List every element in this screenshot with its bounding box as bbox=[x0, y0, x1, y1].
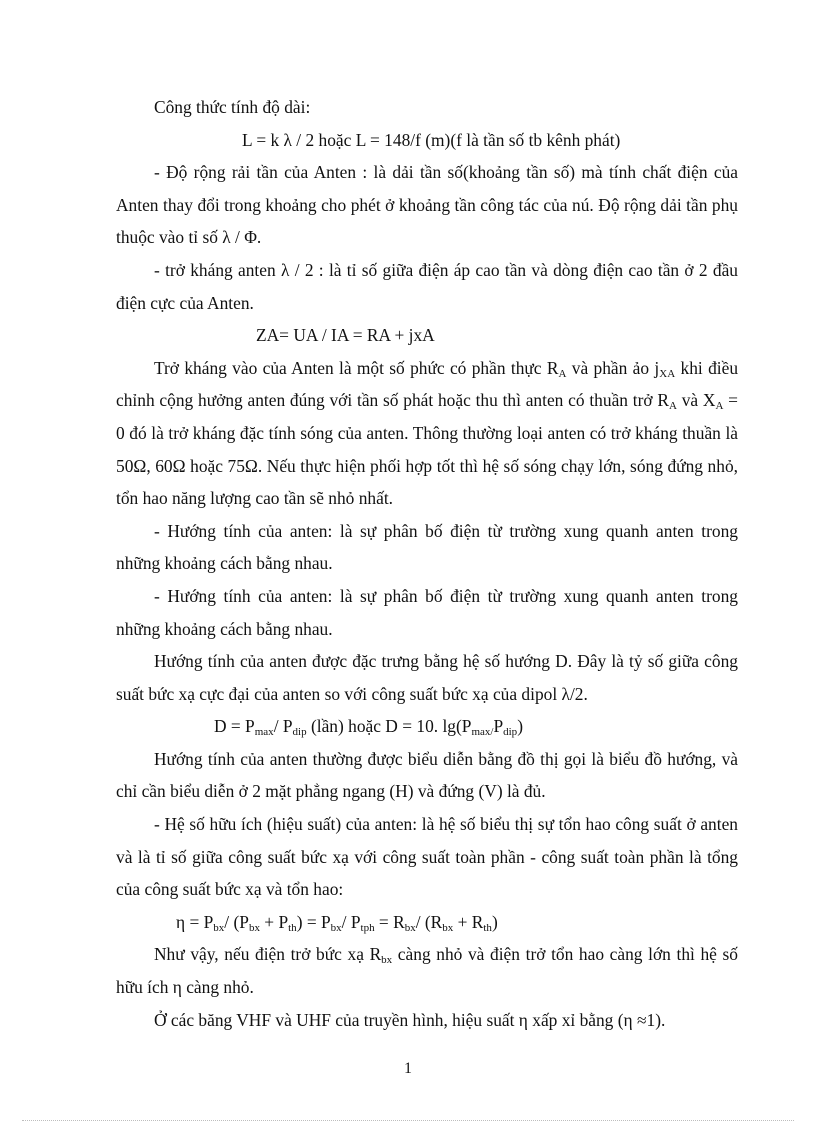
paragraph-efficiency-conclusion: Như vậy, nếu điện trở bức xạ $R_{bx}$ càng nhỏ và điện trở tổn hao càng lớn thì hệ số hữu ích η càng nhỏ. bbox=[116, 944, 738, 998]
paragraph-directivity-2: - Hướng tính của anten: là sự phân bố điện từ trường xung quanh anten trong những khoảng cách bằng nhau. bbox=[116, 585, 738, 639]
paragraph-radiation-pattern: Hướng tính của anten thường được biểu diễn bằng đồ thị gọi là biểu đồ hướng, và chỉ cần biểu diễn ở 2 mặt phẳng ngang (H) và đứng (V) là đủ. bbox=[116, 748, 738, 802]
formula-length: L = k λ / 2 hoặc L = 148/f (m)(f là tần số tb kênh phát) bbox=[242, 129, 621, 150]
page-number: 1 bbox=[404, 1060, 412, 1077]
paragraph-impedance: - trở kháng anten λ / 2 : là tỉ số giữa điện áp cao tần và dòng điện cao tần ở 2 đầu điện cực của Anten. bbox=[116, 259, 738, 313]
footer-divider bbox=[22, 1120, 794, 1121]
paragraph-efficiency: - Hệ số hữu ích (hiệu suất) của anten: là hệ số biểu thị sự tổn hao công suất ở anten và là tỉ số giữa công suất bức xạ với công suất toàn phần - công suất toàn phần là tổng của công suất bức xạ và tổn hao: bbox=[116, 814, 738, 900]
page-content bbox=[116, 91, 738, 1036]
paragraph-directivity-1: - Hướng tính của anten: là sự phân bố điện từ trường xung quanh anten trong những khoảng cách bằng nhau. bbox=[116, 520, 738, 574]
formula-directivity: $D = P_{max}/$ $P_{dip}$ (lần) hoặc D = 10. $\lg(P_{max/}P_{dip})$ bbox=[214, 716, 523, 739]
paragraph-input-impedance: Trở kháng vào của Anten là một số phức có phần thực $R_A$ và phần ảo $j_{XA}$ khi điều chỉnh cộng hưởng anten đúng với tần số phát hoặc thu thì anten có thuần trở $R_A$ và $X_A = 0$ đó là trở kháng đặc tính sóng của anten. Thông thường loại anten có trở kháng thuần là 50Ω, 60Ω hoặc 75Ω. Nếu thực hiện phối hợp tốt thì hệ số sóng chạy lớn, sóng đứng nhỏ, tổn hao năng lượng cao tần sẽ nhỏ nhất. bbox=[116, 357, 739, 509]
paragraph-length-formula-intro: Công thức tính độ dài: bbox=[154, 97, 311, 117]
formula-impedance: ZA= UA / IA = RA + jxA bbox=[256, 325, 435, 346]
formula-efficiency: $\eta = P_{bx}/$ $(P_{bx} + P_{th}) = P_{bx}/$ $P_{tph} = R_{bx}/$ $(R_{bx} + R_{th})$ bbox=[176, 911, 498, 934]
paragraph-vhf-uhf: Ở các băng VHF và UHF của truyền hình, hiệu suất η xấp xỉ bằng (η ≈1). bbox=[154, 1009, 666, 1030]
paragraph-bandwidth: - Độ rộng rải tần của Anten : là dải tần số(khoảng tần số) mà tính chất điện của Anten thay đổi trong khoảng cho phét ở khoảng tần công tác của nú. Độ rộng dải tần phụ thuộc vào tỉ số λ / Φ. bbox=[116, 162, 738, 248]
paragraph-directivity-coefficient: Hướng tính của anten được đặc trưng bằng hệ số hướng D. Đây là tỷ số giữa công suất bức xạ cực đại của anten so với công suất bức xạ của dipol λ/2. bbox=[116, 651, 738, 704]
